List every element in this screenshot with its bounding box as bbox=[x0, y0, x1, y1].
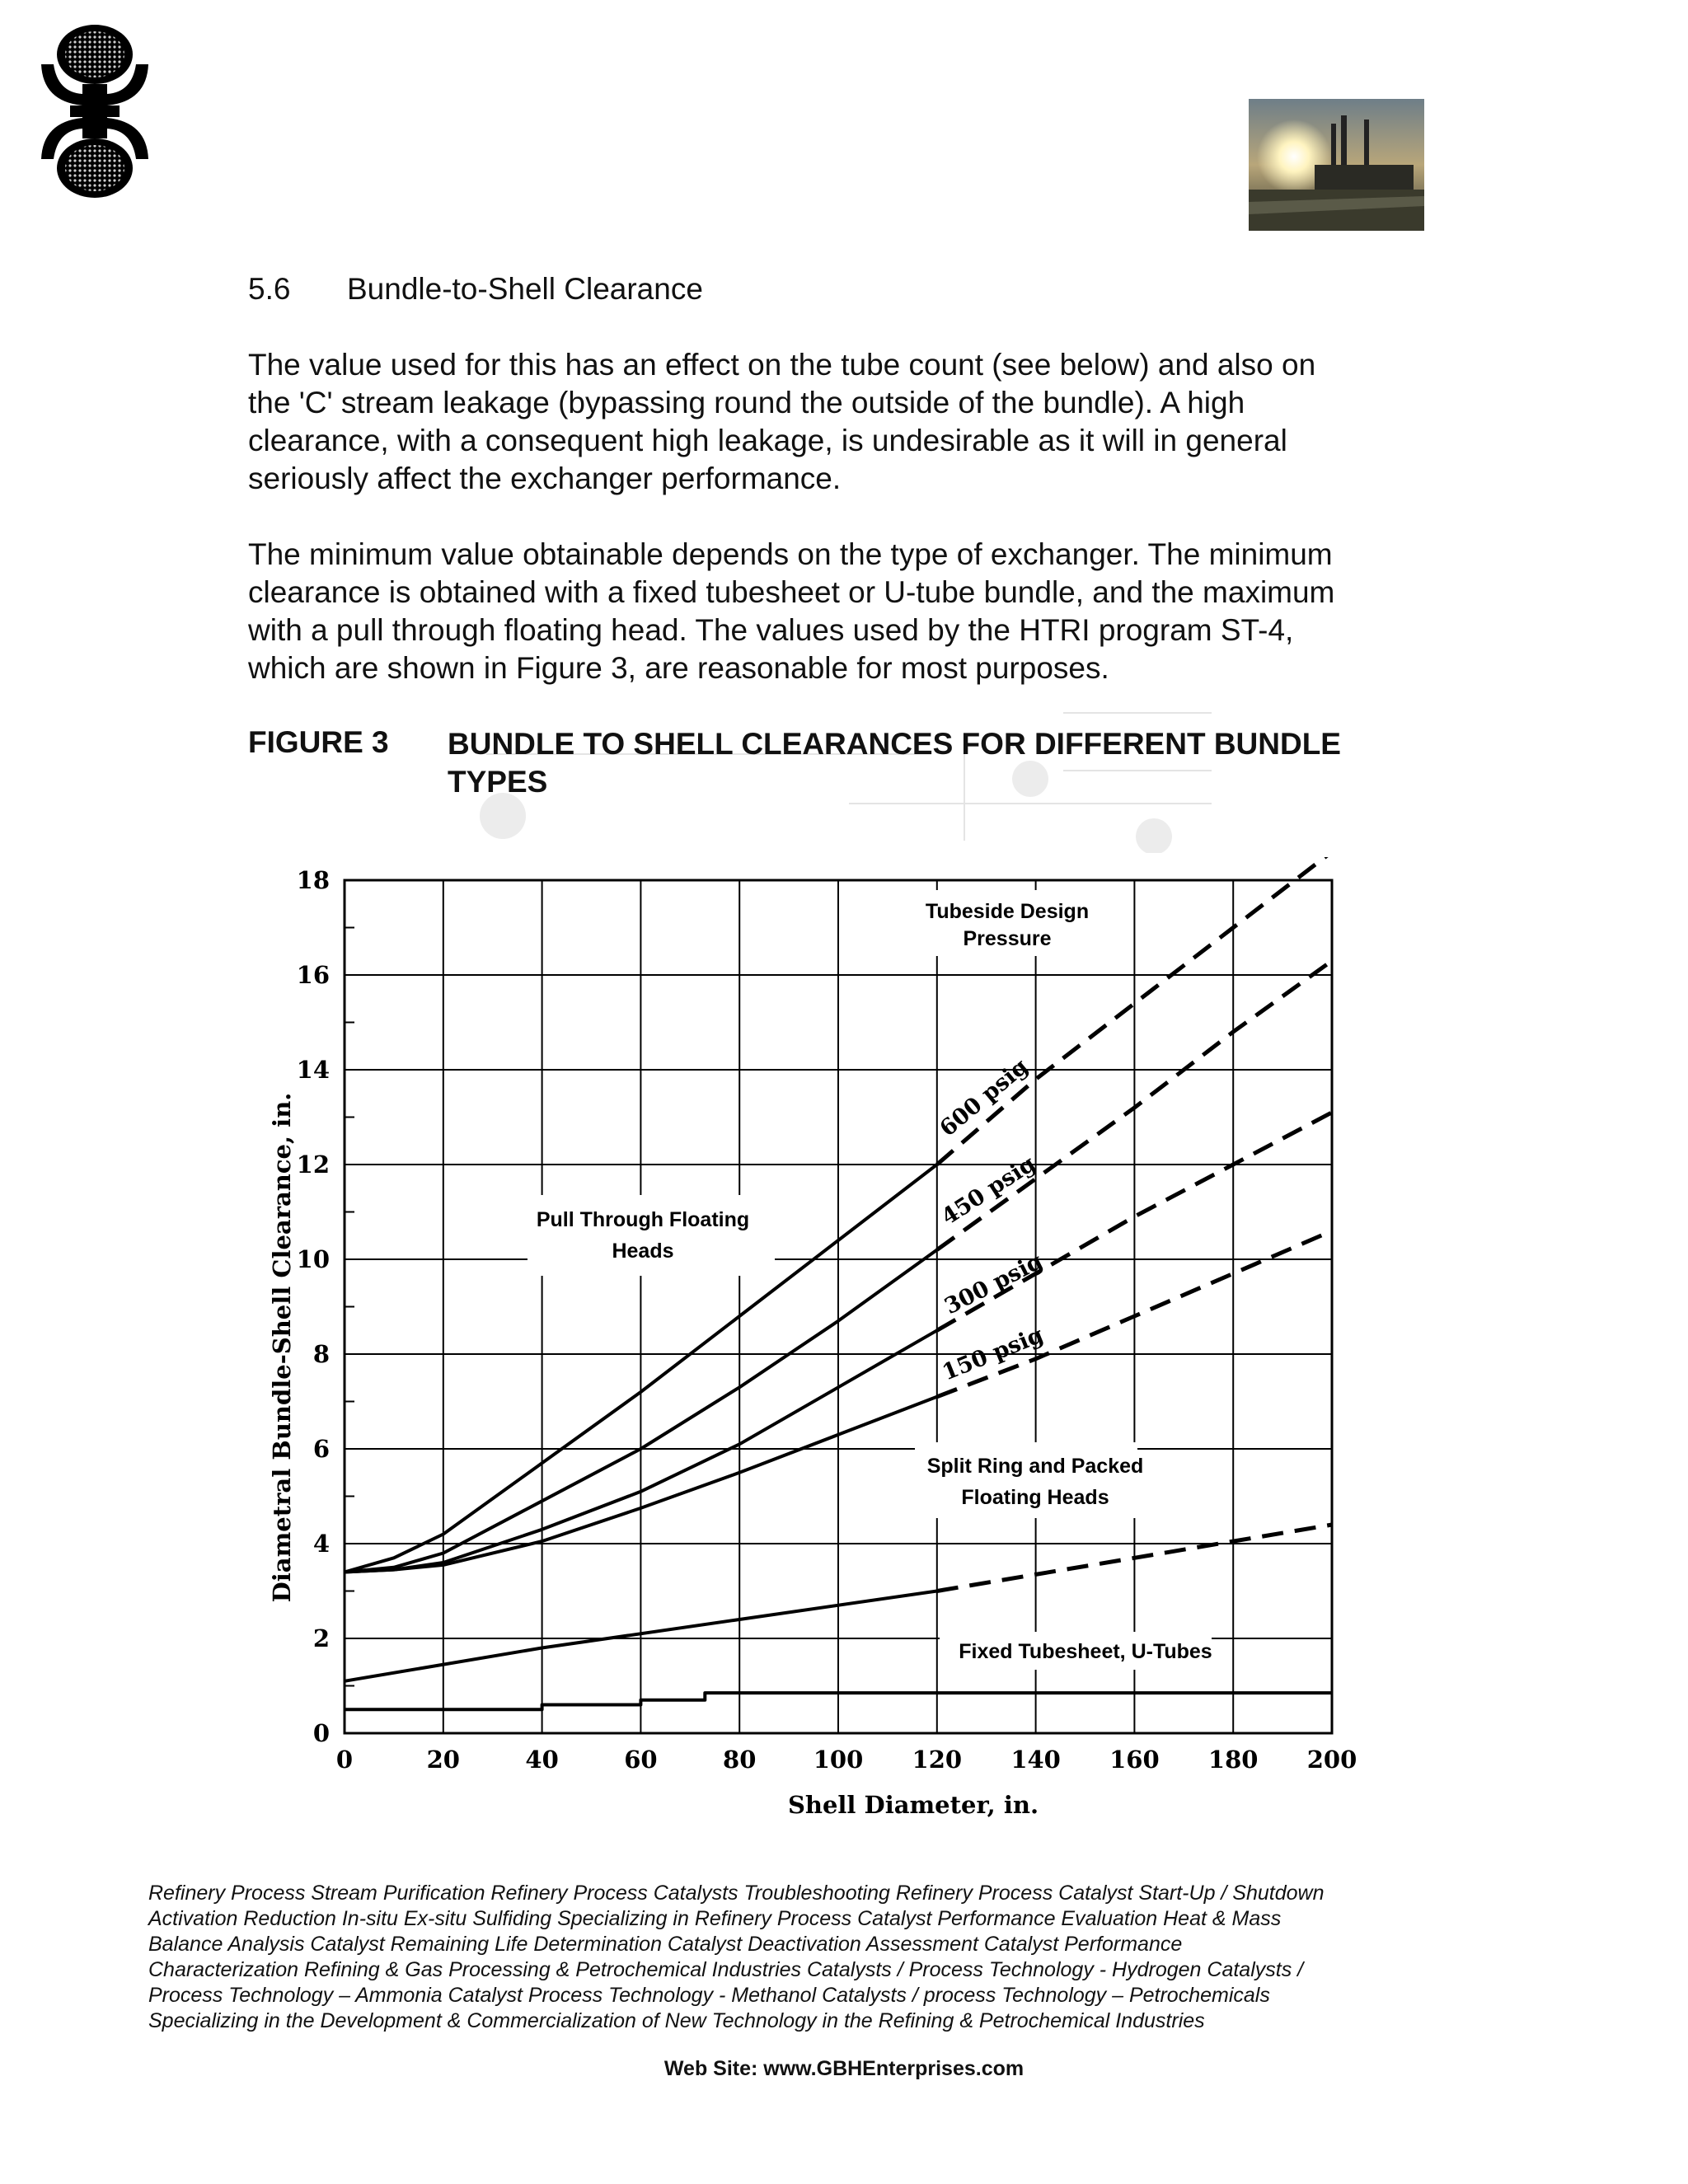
paragraph-line: The minimum value obtainable depends on the type of exchanger. The minimum bbox=[248, 537, 1333, 571]
x-axis-label: Shell Diameter, in. bbox=[787, 1791, 1039, 1819]
y-tick-label: 12 bbox=[296, 1151, 330, 1179]
footer-line: Process Technology – Ammonia Catalyst Process Technology - Methanol Catalysts / process Technology – Petrochemicals bbox=[148, 1984, 1270, 2007]
y-tick-label: 10 bbox=[296, 1245, 330, 1273]
footer-line: Activation Reduction In-situ Ex-situ Sulfiding Specializing in Refinery Process Catalyst Performance Evaluation Heat & Mass bbox=[148, 1907, 1282, 1930]
split-ring-label-line: Split Ring and Packed bbox=[926, 1455, 1144, 1478]
paragraph-line: seriously affect the exchanger performance. bbox=[248, 462, 842, 495]
x-tick-label: 60 bbox=[624, 1746, 658, 1774]
x-tick-label: 100 bbox=[813, 1746, 864, 1774]
paragraph-line: clearance is obtained with a fixed tubesheet or U-tube bundle, and the maximum bbox=[248, 575, 1335, 609]
x-tick-label: 40 bbox=[525, 1746, 559, 1774]
x-tick-label: 20 bbox=[426, 1746, 460, 1774]
y-tick-label: 0 bbox=[312, 1719, 330, 1747]
x-tick-label: 160 bbox=[1109, 1746, 1160, 1774]
x-tick-label: 140 bbox=[1010, 1746, 1061, 1774]
footer-line: Balance Analysis Catalyst Remaining Life Determination Catalyst Deactivation Assessment Catalyst Performance bbox=[148, 1933, 1183, 1956]
tubeside-label-line: Tubeside Design bbox=[925, 900, 1090, 923]
pull-through-label-line: Pull Through Floating bbox=[536, 1208, 750, 1231]
series-label-150-psig: 150 psig bbox=[939, 1322, 1048, 1386]
x-tick-label: 180 bbox=[1207, 1746, 1259, 1774]
figure-title bbox=[448, 725, 1437, 801]
series-label-450-psig: 450 psig bbox=[936, 1151, 1040, 1230]
footer-services bbox=[148, 1881, 1451, 2034]
y-tick-label: 14 bbox=[296, 1056, 330, 1084]
split-ring-label-line: Floating Heads bbox=[961, 1486, 1109, 1509]
paragraph-1 bbox=[248, 346, 1451, 498]
paragraph-line: with a pull through floating head. The values used by the HTRI program ST-4, bbox=[248, 613, 1294, 647]
x-tick-label: 80 bbox=[723, 1746, 757, 1774]
section-number: 5.6 bbox=[248, 272, 291, 306]
series-label-300-psig: 300 psig bbox=[940, 1249, 1048, 1320]
figure-title-line: TYPES bbox=[448, 765, 548, 799]
y-tick-label: 16 bbox=[296, 961, 330, 989]
footer-line: Refinery Process Stream Purification Refinery Process Catalysts Troubleshooting Refinery Process Catalyst Start-Up / Shutdown bbox=[148, 1882, 1325, 1905]
paragraph-line: which are shown in Figure 3, are reasonable for most purposes. bbox=[248, 651, 1109, 685]
clearance-chart bbox=[256, 857, 1426, 1830]
refinery-photo bbox=[1249, 99, 1424, 231]
figure-label: FIGURE 3 bbox=[248, 725, 389, 759]
y-tick-label: 2 bbox=[312, 1624, 330, 1652]
series-label-600-psig: 600 psig bbox=[935, 1053, 1034, 1142]
y-tick-label: 18 bbox=[296, 866, 330, 894]
section-title: Bundle-to-Shell Clearance bbox=[347, 272, 703, 306]
y-tick-label: 6 bbox=[312, 1435, 330, 1463]
x-tick-label: 0 bbox=[335, 1746, 354, 1774]
footer-line: Characterization Refining & Gas Processing & Petrochemical Industries Catalysts / Process Technology - Hydrogen Catalysts / bbox=[148, 1958, 1304, 1981]
y-tick-label: 4 bbox=[312, 1530, 330, 1558]
pull-through-label-line: Heads bbox=[612, 1240, 674, 1263]
paragraph-line: The value used for this has an effect on the tube count (see below) and also on bbox=[248, 348, 1316, 382]
paragraph-line: clearance, with a consequent high leakage, is undesirable as it will in general bbox=[248, 424, 1287, 457]
paragraph-line: the 'C' stream leakage (bypassing round the outside of the bundle). A high bbox=[248, 386, 1245, 419]
y-axis-label: Diametral Bundle-Shell Clearance, in. bbox=[268, 1092, 296, 1603]
fixed-tubesheet-label: Fixed Tubesheet, U-Tubes bbox=[959, 1640, 1212, 1663]
x-tick-label: 120 bbox=[912, 1746, 963, 1774]
tubeside-label-line: Pressure bbox=[963, 927, 1052, 950]
fixed-tubesheet-annotation bbox=[940, 1632, 1212, 1670]
tubeside-annotation bbox=[915, 890, 1089, 956]
website-link[interactable]: Web Site: www.GBHEnterprises.com bbox=[663, 2057, 1025, 2080]
x-tick-label: 200 bbox=[1306, 1746, 1357, 1774]
paragraph-2 bbox=[248, 536, 1451, 687]
company-logo bbox=[33, 15, 157, 204]
footer-line: Specializing in the Development & Commercialization of New Technology in the Refining & Petrochemical Industries bbox=[148, 2009, 1205, 2032]
y-tick-label: 8 bbox=[312, 1340, 330, 1368]
pull-through-annotation bbox=[528, 1195, 775, 1276]
figure-title-line: BUNDLE TO SHELL CLEARANCES FOR DIFFERENT BUNDLE bbox=[448, 727, 1341, 761]
split-ring-annotation bbox=[915, 1442, 1143, 1518]
